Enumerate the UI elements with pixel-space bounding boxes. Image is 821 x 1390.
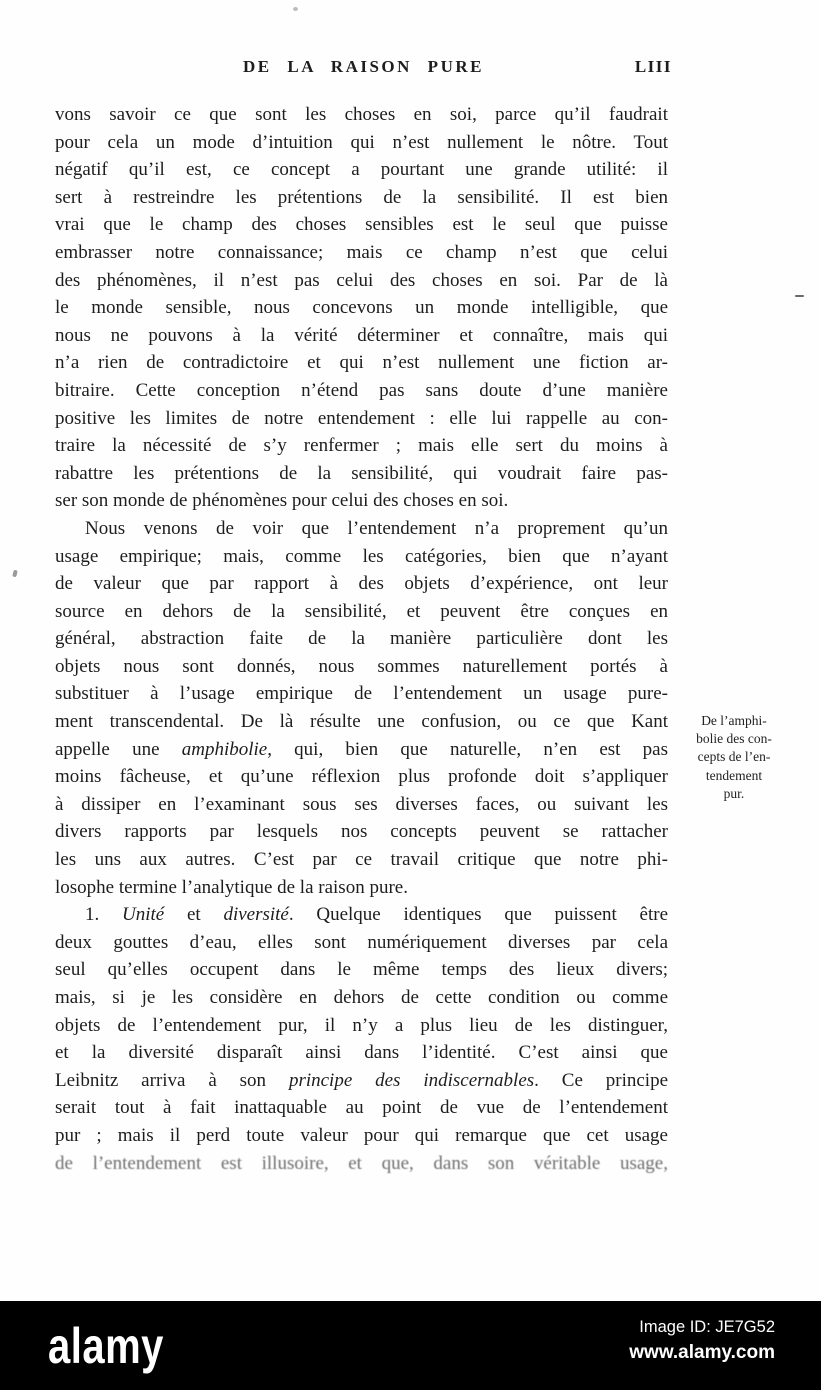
- text-run: serait tout à fait inattaquable au point de vue de l’entendement: [55, 1097, 668, 1119]
- text-run: de valeur que par rapport à des objets d’expérience, ont leur: [55, 573, 668, 595]
- text-run: vons savoir ce que sont les choses en soi, parce qu’il faudrait: [55, 104, 668, 125]
- text-line: [55, 708, 668, 736]
- text-line: [55, 1094, 668, 1122]
- text-line: [55, 818, 668, 846]
- text-line: [55, 543, 668, 571]
- text-run: seul qu’elles occupent dans le même temps des lieux divers;: [55, 959, 668, 981]
- paragraph: [55, 101, 668, 515]
- text-run: les uns aux autres. C’est par ce travail critique que notre phi-: [55, 849, 668, 871]
- text-run: négatif qu’il est, ce concept a pourtant une grande utilité: il: [55, 159, 668, 181]
- italic-term: principe des indiscernables: [288, 1069, 535, 1091]
- text-line: [55, 349, 668, 377]
- text-run: et: [164, 904, 224, 926]
- text-line: [55, 653, 668, 681]
- image-id-label: Image ID: JE7G52: [639, 1318, 775, 1336]
- text-line: [55, 929, 668, 957]
- text-line: [55, 460, 668, 488]
- margin-note: [672, 712, 796, 803]
- text-line: [55, 294, 668, 322]
- watermark-info: [629, 1318, 775, 1364]
- text-line: [55, 570, 668, 598]
- text-run: pur ; mais il perd toute valeur pour qui remarque que cet usage: [55, 1124, 668, 1146]
- text-line: [55, 1067, 668, 1095]
- text-line: [55, 1150, 668, 1178]
- text-line: [55, 129, 668, 157]
- text-block: [55, 101, 668, 1177]
- alamy-url: www.alamy.com: [629, 1342, 775, 1363]
- text-line: [55, 625, 668, 653]
- text-run: ser son monde de phénomènes pour celui des choses en soi.: [55, 490, 509, 512]
- text-run: Nous venons de voir que l’entendement n’a proprement qu’un: [85, 517, 668, 539]
- text-line: [55, 874, 668, 902]
- margin-note-line: De l’amphi-: [701, 713, 767, 728]
- text-run: Leibnitz arriva à son: [55, 1069, 289, 1091]
- text-line: [55, 377, 668, 405]
- text-run: des phénomènes, il n’est pas celui des choses en soi. Par de là: [55, 269, 668, 291]
- text-run: losophe termine l’analytique de la raison pure.: [55, 876, 408, 898]
- text-line: [55, 598, 668, 626]
- text-run: bitraire. Cette conception n’étend pas sans doute d’une manière: [55, 379, 668, 401]
- text-run: , qui, bien que naturelle, n’en est pas: [267, 738, 668, 760]
- scan-artifact-mark: [12, 570, 18, 578]
- text-run: vrai que le champ des choses sensibles est le seul que puisse: [55, 214, 668, 236]
- text-line: [55, 101, 668, 129]
- margin-note-line: cepts de l’en-: [697, 749, 771, 765]
- text-line: [55, 211, 668, 239]
- text-run: objets nous sont donnés, nous sommes naturellement portés à: [55, 655, 668, 677]
- italic-term: amphibolie: [181, 738, 268, 760]
- page-header: [55, 57, 672, 81]
- text-run: objets de l’entendement pur, il n’y a plus lieu de les distinguer,: [55, 1014, 668, 1036]
- text-run: général, abstraction faite de la manière particulière dont les: [55, 628, 668, 650]
- text-run: nous ne pouvons à la vérité déterminer et connaître, mais qui: [55, 324, 668, 346]
- text-line: [55, 405, 668, 433]
- text-run: . Ce principe: [534, 1069, 669, 1091]
- text-run: source en dehors de la sensibilité, et peuvent être conçues en: [55, 600, 668, 622]
- margin-note-line: tendement: [705, 767, 763, 783]
- paragraph: [55, 901, 668, 1177]
- running-title: DE LA RAISON PURE: [243, 57, 484, 76]
- text-line: [55, 984, 668, 1012]
- page-number: LIII: [634, 57, 672, 76]
- italic-term: diversité: [223, 904, 289, 926]
- text-run: . Quelque identiques que puissent être: [288, 904, 669, 926]
- text-run: et la diversité disparaît ainsi dans l’identité. C’est ainsi que: [55, 1042, 668, 1064]
- text-line: [55, 184, 668, 212]
- text-line: [55, 763, 668, 791]
- italic-term: Unité: [122, 904, 165, 926]
- text-run: le monde sensible, nous concevons un monde intelligible, que: [55, 297, 668, 319]
- text-line: [55, 736, 668, 764]
- text-run: deux gouttes d’eau, elles sont numériquement diverses par cela: [55, 931, 668, 953]
- text-line: [55, 239, 668, 267]
- text-line: [55, 432, 668, 460]
- text-run: mais, si je les considère en dehors de cette condition ou comme: [55, 987, 668, 1008]
- text-run: substituer à l’usage empirique de l’entendement un usage pure-: [55, 683, 668, 705]
- text-line: [55, 956, 668, 984]
- text-line: [55, 322, 668, 350]
- text-run: pour cela un mode d’intuition qui n’est nullement le nôtre. Tout: [55, 131, 668, 153]
- text-run: n’a rien de contradictoire et qui n’est nullement une fiction ar-: [55, 352, 668, 374]
- scan-artifact-dash: [795, 295, 804, 297]
- text-line: [55, 515, 668, 543]
- text-line: [55, 791, 668, 819]
- text-line: [55, 846, 668, 874]
- text-run: 1.: [85, 904, 122, 926]
- scan-artifact-speck: [293, 7, 298, 11]
- text-run: à dissiper en l’examinant sous ses diverses faces, ou suivant les: [55, 793, 668, 815]
- text-line: [55, 901, 668, 929]
- text-run: divers rapports par lesquels nos concepts peuvent se rattacher: [55, 821, 668, 843]
- text-line: [55, 680, 668, 708]
- text-line: [55, 156, 668, 184]
- text-line: [55, 1012, 668, 1040]
- text-run: moins fâcheuse, et qu’une réflexion plus profonde doit s’appliquer: [55, 766, 668, 788]
- text-run: usage empirique; mais, comme les catégories, bien que n’ayant: [55, 545, 668, 567]
- text-run: rabattre les prétentions de la sensibilité, qui voudrait faire pas-: [55, 462, 668, 484]
- margin-note-line: pur.: [723, 785, 745, 801]
- alamy-logo: alamy: [48, 1319, 164, 1374]
- text-line: [55, 1122, 668, 1150]
- text-run: appelle une: [55, 738, 182, 760]
- text-run: sert à restreindre les prétentions de la sensibilité. Il est bien: [55, 186, 668, 208]
- text-run: positive les limites de notre entendement : elle lui rappelle au con-: [55, 407, 668, 429]
- text-run: de l’entendement est illusoire, et que, dans son véritable usage,: [55, 1152, 668, 1174]
- alamy-watermark-bar: [0, 1301, 821, 1390]
- text-line: [55, 267, 668, 295]
- text-run: embrasser notre connaissance; mais ce champ n’est que celui: [55, 241, 668, 263]
- paragraph: [55, 515, 668, 901]
- text-run: traire la nécessité de s’y renfermer ; mais elle sert du moins à: [55, 435, 668, 457]
- text-line: [55, 487, 668, 515]
- margin-note-line: bolie des con-: [696, 731, 772, 747]
- text-run: ment transcendental. De là résulte une confusion, ou ce que Kant: [55, 711, 668, 733]
- text-line: [55, 1039, 668, 1067]
